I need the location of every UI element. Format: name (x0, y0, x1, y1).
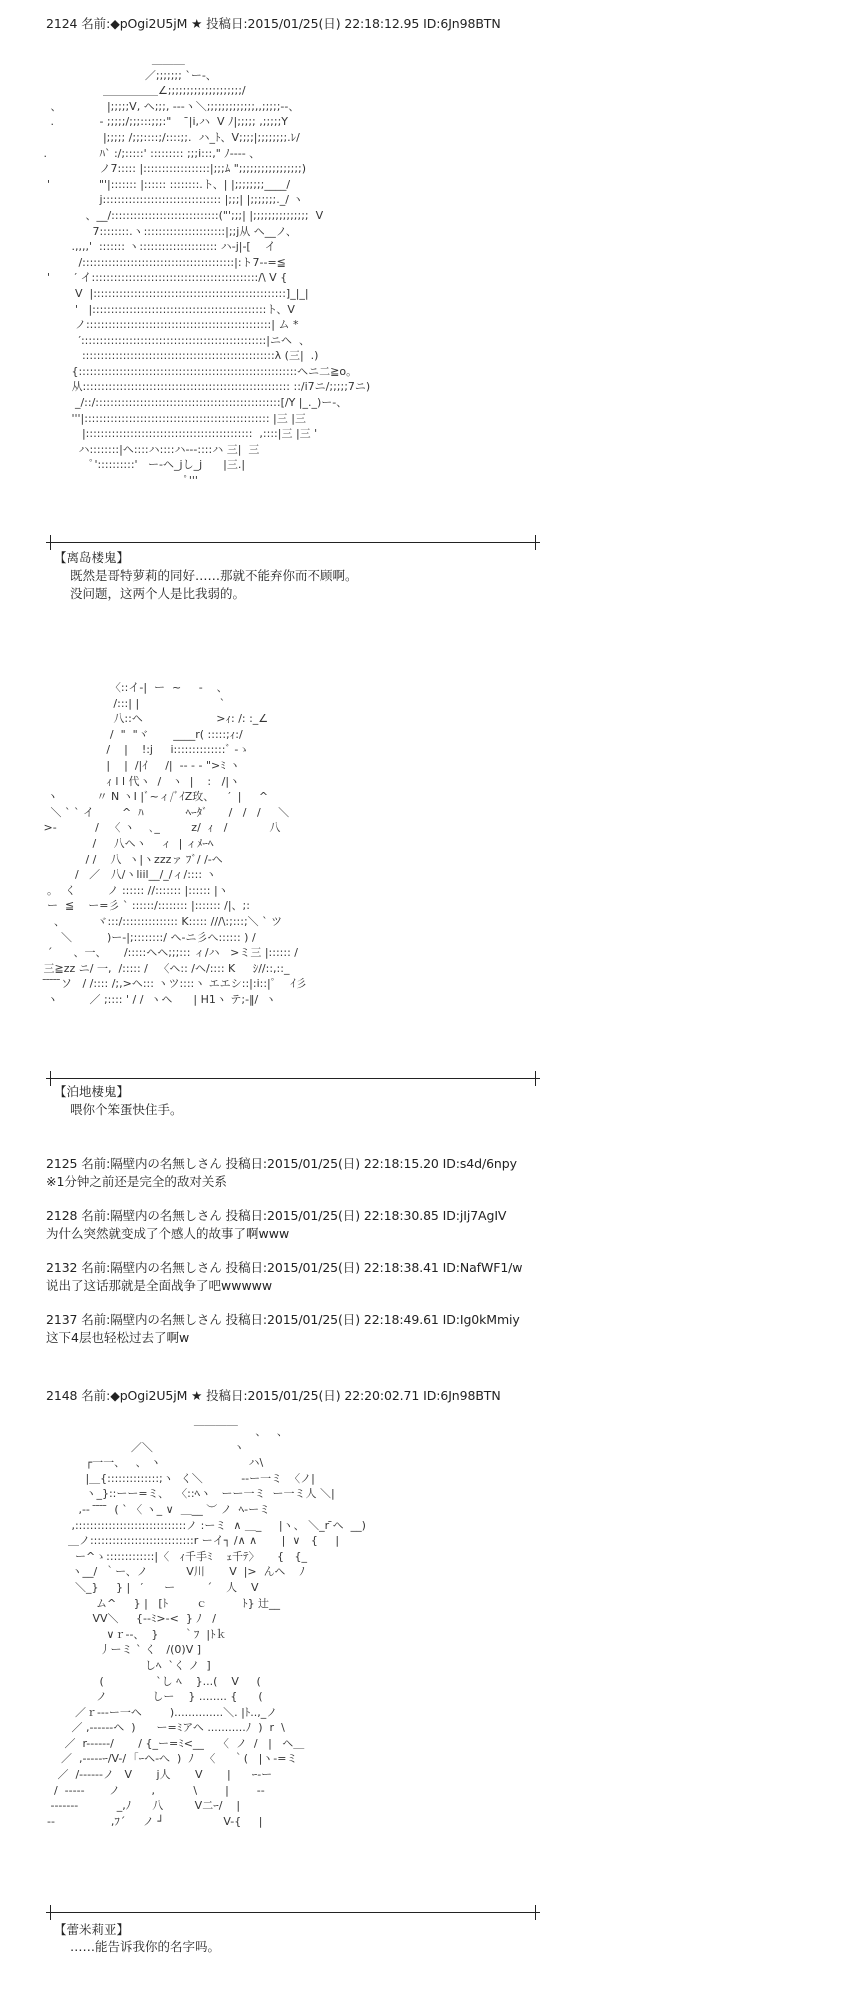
reply-2137-header: 2137 名前:隔壁内の名無しさん 投稿日:2015/01/25(日) 22:18:49.61 ID:Ig0kMmiy (46, 1312, 520, 1327)
reply-2137-body: 这下4层也轻松过去了啊w (46, 1330, 190, 1345)
dialogue-line: 既然是哥特萝莉的同好……那就不能弃你而不顾啊。 (70, 568, 358, 583)
reply-2132-header: 2132 名前:隔壁内の名無しさん 投稿日:2015/01/25(日) 22:18:38.41 ID:NafWF1/w (46, 1260, 523, 1275)
reply-2128-body: 为什么突然就变成了个感人的故事了啊www (46, 1226, 290, 1241)
speaker-label-1: 【离岛楼鬼】 (54, 550, 130, 565)
ascii-art-remilia: ￣￣￣￣ 、 、 ／＼ ヽ ┌一一、 、 ヽ ハ\ |＿{::::::::::::::;ヽ く＼ --ー一ミ 〈ノ| ヽ_}::ーー=ミ、 〈::ﾍヽ ーー一ミ ー一ミ人 ＼| ,-‐ ̄ ̄ ̄ ̄ ( ` 〈 ヽ_ ∨ ＿__ ︶ ノ ﾍ-ーミ ,::::::::::::::::::::::::::::::ノ :ーミ ∧ ＿_ |ヽ、 ＼_r ̄ヘ __) ＿ノ::::::::::::::::::::::::::::r ーイ┐ /∧ ∧ | ∨ { | ー^ゝ:::::::::::::|〈 ｨ千手ﾐ ｪ千ﾃ〉 { {_ ヽ__/ ｀ー、ノ V川 V |> んヘ ﾉ ＼_} } | ′ ー ´ 人 V ム^ } | [ﾄ ｃ ﾄ} 辻__ VV＼ {--ﾐ>-< } ﾉ / ∨ｒ--、 } ｀ﾌ |ﾄｋ 丿ーミ ` く /(0)V ] しﾍ `く ノ ] ( `し ﾍ }...( V ( ノ しー } ........ { ( ／ｒ‐‐‐ー一ヘ )..............＼. |ﾄ..,_ノ ／ ,------ヘ ) ー=ﾐアヘ ...........ﾉ ) r \ ／ r-‐‐‐‐‐/ / {_ー=ﾐ<__ 〈 ノ / | ヘ＿ ／ ,-----ｰ/V-/ ｢ｰヘ-へ ) ﾉ 〈 ｀( |ヽ-=ミ ／ /------ノ V j人 V | ｰ-ー / ----- ノ , \ | -- -‐‐‐‐-- _,ﾉ 八 V二ｰ/ | -- ,ﾌ´ ノ ┘ V-{ | (46, 1425, 366, 1828)
speaker-label-3: 【蕾米莉亚】 (54, 1922, 130, 1937)
dialogue-line: 喂你个笨蛋快住手。 (70, 1102, 183, 1117)
reply-2132-body: 说出了这话那就是全面战争了吧wwwww (46, 1278, 273, 1293)
speaker-rule-3 (46, 1912, 540, 1913)
speaker-rule-1 (46, 542, 540, 543)
reply-2125-body: ※1分钟之前还是完全的敌对关系 (46, 1174, 227, 1189)
reply-2125-header: 2125 名前:隔壁内の名無しさん 投稿日:2015/01/25(日) 22:18:15.20 ID:s4d/6npy (46, 1156, 517, 1171)
ascii-art-hanajima: ＿＿＿ ／;;;;;;; `ー-、 ＿＿＿＿＿∠;;;;;;;;;;;;;;;;;;;;/ 、 |;;;;;V, ヘ;;;, ---ヽ＼;;;;;;;;;;;;;,,;;;;;--、 . - ;;;;;/;;;:::;;;:" ̄|i,ハ V ﾉ|;;;;; ,;;;;;Y |;;;;; /;;;::::;/::::;;. ハ_ﾄ、V;;;;|;;;;;;;;.ﾚ/ . ﾊ` :/;:::::' ::::::::: ;;;i:::," ﾉ---- 、 ノ7::::: |::::::::::::::::::|;;;ﾑ ";;;;;;;;;;;;;;;;;) ' "'|::::::: |:::::: ::::::::.ト、| |;;;;;;;;____/ j:::::::::::::::::::::::::::::::: |;;;| |;;;;;;;._/ ヽ 、__/:::::::::::::::::::::::::::::("';;;| |;;;;;;;;;;;;;;; V 7::::::::.ヽ::::::::::::::::::::::|;;j从 ヘ__ノ、 .,,,,' ::::::: ヽ::::::::::::::::::::: ハ-j|-[ イ /:::::::::::::::::::::::::::::::::::::::::|:ト7--=≦ ' ′ イ:::::::::::::::::::::::::::::::::::::::::::::/\ V { V |::::::::::::::::::::::::::::::::::::::::::::::::::::]_|_| ' |:::::::::::::::::::::::::::::::::::::::::::::::ト、V ノ::::::::::::::::::::::::::::::::::::::::::::::::::| ム * ′::::::::::::::::::::::::::::::::::::::::::::::::::|ニヘ 、 ::::::::::::::::::::::::::::::::::::::::::::::::::::λ (三| .) {:::::::::::::::::::::::::::::::::::::::::::::::::::::::::::ヘニ二≧o。 从:::::::::::::::::::::::::::::::::::::::::::::::::::::::: ::/i7ニ/;;;;;7ニ) _/::/::::::::::::::::::::::::::::::::::::::::::::::::::[/Y |_._)ー-、 '''|:::::::::::::::::::::::::::::::::::::::::::::::::: |三 |三 |::::::::::::::::::::::::::::::::::::::::::::: ,::::|三 |三 ' ハ::::::::|ヘ::::ハ::::ハ---::::ハ 三| 三 ﾟ'::::::::::' ー-ヘ_jし_j |三.| ﾟ''' (43, 53, 371, 488)
post-2148-header: 2148 名前:◆pOgi2U5jM ★ 投稿日:2015/01/25(日) 22:20:02.71 ID:6Jn98BTN (46, 1388, 501, 1403)
ascii-art-hakuchi: 〈::イ-| ー ~ - 、 /:::| | ` 八::ヘ >ｨ: /: :_∠ / " "ヾ ____r( :::::;ｨ:/ / | !:j i::::::::::::::ﾞ ‐ゝ | | /|ｲ /| ‐- - - ">ﾐ ヽ ｨ l l 代ヽ / ヽ | : /|ヽ ヽ 〃 N ヽI |ﾞ~ィ/ﾞｲZ玫、 ′ | ^ ＼ ` ` イ ^ ﾊ ﾍｰﾀﾞ / / / ＼ >- / 〈 ヽ ､_ z/ ｨ / 八 / 八ヘヽ ィ | ィﾒｰﾍ / / 八 ヽ|ヽzzzァ ﾌﾞ/ /-ヘ / ／ 八/ヽliil__/_/ィ/:::: ヽ 。 く ノ :::::: //::::::: |:::::: |ヽ ー ≦ ー=彡 ` ::::::/:::::::: |::::::: /|、;: 、 ヾ:::/::::::::::::::: K::::: ///\:;:::;＼ ` ツ ＼ )ー-|;::::::::/ ヘ-ニ彡へ:::::: ) / ´ 、一、 /:::::ヘヘ;;;::: ィ/ハ >ミ三 |:::::: / 三≧zz ニ/ 一, /::::: / 〈ヘ:: /ヘ/:::: K ｼ//::,::_ ̄ ̄ ̄ ̄ ̄ソ / /:::: /;,>ヘ::: ヽツ::::ヽ エエシ::|:i::|ﾟ ｲ彡 ヽ ／ ;:::: ' / / ヽヘ | H1ヽ テ;-‖/ ヽ (43, 681, 307, 1006)
dialogue-line: 没问题，这两个人是比我弱的。 (70, 586, 246, 601)
reply-2128-header: 2128 名前:隔壁内の名無しさん 投稿日:2015/01/25(日) 22:18:30.85 ID:jIj7AgIV (46, 1208, 507, 1223)
dialogue-line: ……能告诉我你的名字吗。 (70, 1939, 221, 1954)
post-2124-header: 2124 名前:◆pOgi2U5jM ★ 投稿日:2015/01/25(日) 22:18:12.95 ID:6Jn98BTN (46, 16, 501, 31)
speaker-rule-2 (46, 1078, 540, 1079)
speaker-label-2: 【泊地棲鬼】 (54, 1084, 130, 1099)
